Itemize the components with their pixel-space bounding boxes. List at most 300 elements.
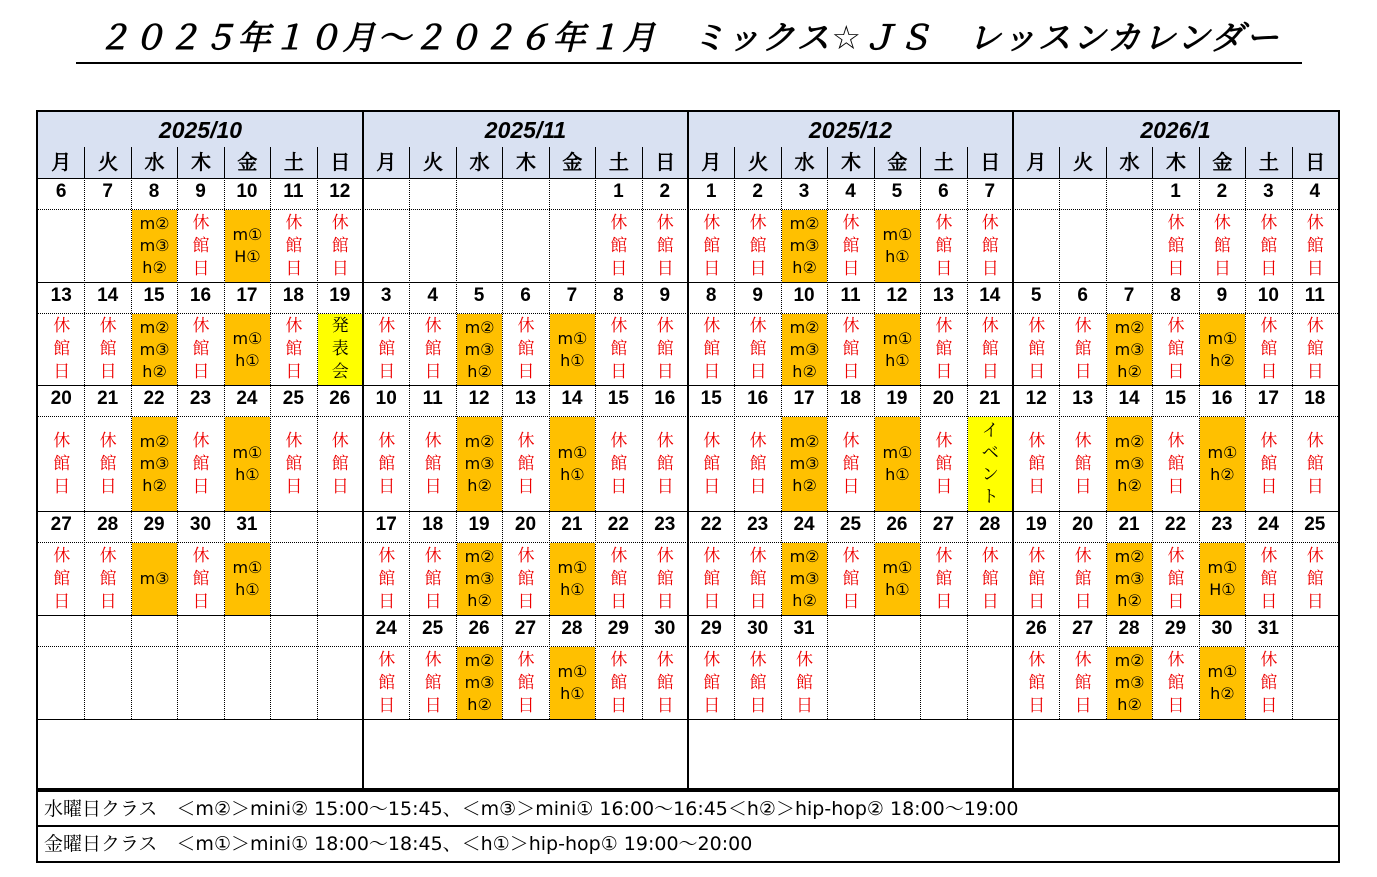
cell-text: m③	[1114, 339, 1145, 359]
cell-text: 休	[1167, 316, 1185, 336]
cell-text: 館	[656, 568, 674, 589]
cell-text: 日	[192, 591, 210, 612]
day-number: 30	[747, 618, 769, 639]
day-number: 7	[566, 285, 578, 306]
day-number: 12	[468, 388, 490, 409]
wednesday-class-cell	[457, 314, 502, 385]
cell-text: 館	[378, 672, 396, 693]
day-number: 10	[793, 285, 815, 306]
cell-text: h②	[792, 258, 817, 277]
cell-text: m②	[1114, 432, 1145, 451]
empty-cell	[457, 210, 502, 282]
cell-text: 休	[1074, 649, 1092, 670]
cell-text: 日	[378, 591, 396, 612]
wednesday-class-cell	[132, 543, 177, 615]
cell-text: 館	[1260, 339, 1278, 359]
day-number: 7	[102, 181, 113, 202]
cell-text: 日	[1260, 695, 1278, 716]
row-divider	[688, 385, 1013, 386]
day-number: 16	[189, 285, 212, 306]
cell-text: 休	[1260, 430, 1278, 451]
day-number: 12	[1025, 388, 1047, 409]
cell-text: m②	[464, 432, 495, 451]
cell-text: 休	[1167, 212, 1185, 233]
weekday-header-row	[1013, 147, 1338, 179]
row-divider	[363, 385, 688, 386]
cell-text: 休	[703, 212, 721, 233]
cell-text: 休	[656, 545, 674, 566]
row-divider	[1013, 385, 1338, 386]
cell-text: 休	[99, 430, 117, 451]
day-number: 9	[1216, 285, 1228, 306]
cell-text: 日	[1074, 695, 1092, 716]
day-number: 27	[514, 618, 537, 639]
closed-day-cell	[828, 417, 873, 511]
cell-text: 休	[53, 316, 71, 336]
day-number: 24	[375, 618, 397, 639]
cell-text: 日	[656, 362, 674, 382]
closed-day-cell	[1014, 647, 1059, 719]
cell-text: 館	[1260, 235, 1278, 256]
closed-day-cell	[921, 417, 966, 511]
cell-text: 日	[610, 258, 628, 279]
cell-text: 日	[1306, 591, 1324, 612]
calendar-grid	[36, 110, 1340, 790]
day-number	[920, 615, 966, 646]
cell-text: h②	[467, 361, 492, 381]
cell-text: 休	[1028, 545, 1046, 566]
empty-cell	[1107, 210, 1152, 282]
weekday-label: 金	[549, 147, 595, 178]
friday-class-cell	[225, 417, 270, 511]
wednesday-class-cell	[1107, 647, 1152, 719]
cell-text: 日	[842, 362, 860, 382]
cell-text: 休	[378, 430, 396, 451]
row-divider	[688, 615, 1013, 616]
cell-text: 休	[424, 430, 442, 451]
cell-text: 館	[192, 568, 210, 589]
closed-day-cell	[828, 314, 873, 385]
cell-text: 日	[285, 258, 303, 279]
weekday-header-row	[38, 147, 363, 179]
row-divider	[363, 646, 688, 647]
cell-text: 日	[517, 591, 535, 612]
cell-text: 日	[1306, 258, 1324, 279]
cell-text: h②	[1210, 684, 1235, 703]
weekday-label: 月	[1026, 150, 1047, 174]
cell-text: 日	[749, 476, 767, 497]
weekday-label: 日	[317, 147, 363, 178]
closed-day-cell	[828, 543, 873, 615]
cell-text: 休	[749, 430, 767, 451]
column-divider	[409, 178, 410, 719]
cell-text: 日	[378, 695, 396, 716]
day-number: 2	[1216, 181, 1228, 202]
day-number	[502, 178, 548, 209]
day-number	[1106, 178, 1152, 209]
cell-text: 館	[935, 235, 953, 256]
cell-text: 休	[703, 649, 721, 670]
cell-text: 館	[285, 339, 303, 359]
cell-text: 休	[842, 430, 860, 451]
weekday-label: 金	[1199, 147, 1245, 178]
empty-cell	[178, 647, 223, 719]
empty-cell	[968, 647, 1013, 719]
cell-text: 館	[1028, 453, 1046, 474]
cell-text: 休	[935, 430, 953, 451]
day-number: 12	[329, 181, 351, 202]
day-number	[1292, 615, 1338, 646]
cell-text: 休	[1074, 316, 1092, 336]
cell-text: 休	[378, 545, 396, 566]
weekday-label: 月	[376, 150, 397, 174]
cell-text: 休	[424, 649, 442, 670]
cell-text: 休	[610, 649, 628, 670]
empty-cell	[503, 210, 548, 282]
column-divider	[1059, 178, 1060, 719]
cell-text: 休	[1028, 649, 1046, 670]
column-divider	[967, 178, 968, 719]
cell-text: h②	[467, 695, 492, 714]
day-number: 26	[886, 514, 908, 535]
cell-text: 休	[1260, 316, 1278, 336]
closed-day-cell	[318, 210, 363, 282]
closed-day-cell	[85, 417, 130, 511]
cell-text: 休	[285, 430, 303, 451]
column-divider	[317, 178, 318, 719]
cell-text: 日	[192, 362, 210, 382]
cell-text: 館	[1074, 568, 1092, 589]
cell-text: 休	[703, 430, 721, 451]
page-title: ２０２５年１０月～２０２６年１月 ミックス☆ＪＳ レッスンカレンダー	[76, 14, 1302, 64]
cell-text: 日	[1028, 591, 1046, 612]
row-divider	[688, 313, 1013, 314]
row-divider	[38, 615, 363, 616]
cell-text: 館	[935, 453, 953, 474]
closed-day-cell	[410, 314, 455, 385]
day-number: 23	[189, 388, 212, 409]
cell-text: h①	[560, 350, 585, 370]
cell-text: H①	[234, 247, 261, 266]
closed-day-cell	[1014, 314, 1059, 385]
cell-text: 館	[1167, 453, 1185, 474]
day-number: 26	[1025, 618, 1047, 639]
day-number: 6	[520, 285, 531, 306]
cell-text: m②	[1114, 547, 1145, 566]
cell-text: 日	[99, 476, 117, 497]
closed-day-cell	[85, 314, 130, 385]
cell-text: 館	[1213, 235, 1231, 256]
day-number: 5	[891, 181, 903, 202]
cell-text: 日	[749, 591, 767, 612]
cell-text: 館	[1074, 339, 1092, 359]
cell-text: 休	[517, 649, 535, 670]
cell-text: ベ	[981, 443, 999, 463]
cell-text: 日	[1260, 258, 1278, 279]
closed-day-cell	[410, 647, 455, 719]
cell-text: 休	[517, 430, 535, 451]
closed-day-cell	[689, 543, 734, 615]
cell-text: 日	[378, 362, 396, 382]
cell-text: 休	[1306, 430, 1324, 451]
cell-text: 館	[703, 453, 721, 474]
cell-text: h②	[792, 476, 817, 495]
cell-text: 館	[192, 339, 210, 359]
column-divider	[1245, 178, 1246, 719]
weekday-label: 土	[920, 147, 966, 178]
cell-text: m③	[789, 236, 820, 255]
cell-text: m③	[1114, 569, 1145, 588]
wednesday-class-cell	[1107, 543, 1152, 615]
day-number: 29	[607, 618, 629, 639]
cell-text: m①	[882, 225, 913, 244]
column-divider	[827, 178, 828, 719]
empty-cell	[85, 647, 130, 719]
cell-text: 日	[749, 362, 767, 382]
day-number: 27	[932, 514, 954, 535]
column-divider	[920, 178, 921, 719]
day-number: 2	[659, 181, 671, 202]
cell-text: 休	[1167, 430, 1185, 451]
row-divider	[1013, 719, 1338, 720]
cell-text: m①	[557, 558, 588, 577]
day-number: 22	[700, 514, 722, 535]
day-number: 22	[1164, 514, 1187, 535]
day-number: 4	[845, 181, 856, 202]
cell-text: 日	[935, 258, 953, 279]
cell-text: 館	[517, 453, 535, 474]
day-number: 17	[375, 514, 397, 535]
day-number: 23	[654, 514, 676, 535]
cell-text: 日	[1028, 476, 1046, 497]
closed-day-cell	[1246, 210, 1291, 282]
cell-text: 日	[1074, 476, 1092, 497]
cell-text: 館	[749, 235, 767, 256]
cell-text: 日	[1213, 258, 1231, 279]
column-divider	[734, 178, 735, 719]
closed-day-cell	[1014, 543, 1059, 615]
empty-cell	[39, 647, 84, 719]
closed-day-cell	[643, 543, 688, 615]
day-number: 14	[97, 285, 119, 306]
day-number	[270, 615, 316, 646]
cell-text: 館	[935, 339, 953, 359]
cell-text: 日	[656, 476, 674, 497]
cell-text: 館	[331, 235, 349, 256]
row-divider	[688, 511, 1013, 512]
event-cell	[968, 417, 1013, 511]
row-divider	[363, 615, 688, 616]
cell-text: 日	[1260, 476, 1278, 497]
cell-text: 館	[703, 568, 721, 589]
cell-text: 休	[935, 212, 953, 233]
day-number: 18	[282, 285, 304, 306]
cell-text: h②	[142, 476, 167, 495]
weekday-label: 木	[502, 147, 548, 178]
closed-day-cell	[735, 210, 780, 282]
cell-text: h②	[792, 361, 817, 381]
day-number: 15	[700, 388, 722, 409]
closed-day-cell	[643, 210, 688, 282]
cell-text: 日	[378, 476, 396, 497]
cell-text: 会	[331, 362, 349, 382]
cell-text: 日	[610, 362, 628, 382]
cell-text: h②	[1117, 695, 1142, 714]
day-number: 14	[979, 285, 1001, 306]
cell-text: m①	[1207, 662, 1238, 681]
closed-day-cell	[503, 543, 548, 615]
cell-text: 休	[192, 316, 210, 336]
cell-text: m①	[232, 328, 263, 348]
day-number	[874, 615, 920, 646]
row-divider	[688, 646, 1013, 647]
cell-text: 館	[424, 672, 442, 693]
cell-text: 日	[610, 476, 628, 497]
cell-text: 日	[1306, 362, 1324, 382]
cell-text: 休	[517, 316, 535, 336]
closed-day-cell	[503, 647, 548, 719]
cell-text: m①	[882, 558, 913, 577]
cell-text: 日	[749, 695, 767, 716]
day-number: 22	[607, 514, 629, 535]
cell-text: 館	[1028, 568, 1046, 589]
day-number: 24	[236, 388, 258, 409]
day-number: 28	[561, 618, 583, 639]
empty-cell	[318, 647, 363, 719]
closed-day-cell	[410, 417, 455, 511]
friday-class-cell	[225, 314, 270, 385]
cell-text: 日	[192, 476, 210, 497]
cell-text: 日	[1306, 476, 1324, 497]
cell-text: 休	[192, 212, 210, 233]
closed-day-cell	[503, 314, 548, 385]
friday-class-cell	[225, 210, 270, 282]
closed-day-cell	[921, 210, 966, 282]
weekday-label: 金	[224, 147, 270, 178]
cell-text: 日	[842, 476, 860, 497]
day-number: 30	[654, 618, 676, 639]
cell-text: m②	[139, 432, 170, 451]
day-number: 23	[747, 514, 769, 535]
wednesday-class-cell	[132, 210, 177, 282]
cell-text: 休	[749, 316, 767, 336]
closed-day-cell	[596, 314, 641, 385]
cell-text: 日	[1167, 258, 1185, 279]
cell-text: m①	[1207, 328, 1238, 348]
closed-day-cell	[178, 543, 223, 615]
cell-text: 休	[981, 545, 999, 566]
day-number	[224, 615, 270, 646]
empty-cell	[1014, 210, 1059, 282]
cell-text: ト	[981, 487, 999, 507]
cell-text: 館	[981, 568, 999, 589]
closed-day-cell	[735, 543, 780, 615]
cell-text: 館	[796, 672, 814, 693]
column-divider	[642, 178, 643, 719]
cell-text: 休	[656, 316, 674, 336]
day-number: 13	[50, 285, 72, 306]
day-number	[317, 615, 363, 646]
friday-class-cell	[550, 543, 595, 615]
cell-text: m②	[1114, 317, 1145, 337]
cell-text: 日	[842, 258, 860, 279]
cell-text: 館	[656, 453, 674, 474]
cell-text: 館	[703, 672, 721, 693]
closed-day-cell	[921, 314, 966, 385]
day-number: 25	[1304, 514, 1326, 535]
cell-text: 館	[1167, 235, 1185, 256]
row-divider	[1013, 282, 1338, 283]
cell-text: 館	[331, 453, 349, 474]
day-number: 15	[143, 285, 165, 306]
cell-text: m①	[1207, 558, 1238, 577]
day-number: 22	[143, 388, 165, 409]
cell-text: 日	[981, 258, 999, 279]
empty-cell	[271, 647, 316, 719]
day-number: 1	[1170, 181, 1181, 202]
cell-text: 館	[285, 235, 303, 256]
day-number: 5	[473, 285, 485, 306]
cell-text: 休	[703, 545, 721, 566]
day-number: 25	[839, 514, 862, 535]
day-number: 18	[422, 514, 444, 535]
weekday-label: 日	[1292, 147, 1338, 178]
cell-text: 日	[285, 476, 303, 497]
cell-text: 日	[424, 591, 442, 612]
month-separator	[687, 112, 689, 792]
day-number: 29	[700, 618, 722, 639]
wednesday-class-cell	[782, 417, 827, 511]
cell-text: m①	[232, 558, 263, 577]
cell-text: 休	[981, 212, 999, 233]
day-number: 8	[148, 181, 160, 202]
cell-text: 館	[981, 235, 999, 256]
cell-text: 館	[99, 339, 117, 359]
day-number: 4	[427, 285, 438, 306]
day-number: 16	[747, 388, 769, 409]
cell-text: 日	[610, 695, 628, 716]
day-number	[270, 511, 316, 542]
closed-day-cell	[921, 543, 966, 615]
cell-text: 日	[749, 258, 767, 279]
wednesday-class-cell	[457, 543, 502, 615]
cell-text: 休	[424, 316, 442, 336]
weekday-label: 水	[781, 147, 827, 178]
day-number	[1059, 178, 1105, 209]
cell-text: 館	[1167, 672, 1185, 693]
cell-text: 日	[703, 258, 721, 279]
empty-cell	[132, 647, 177, 719]
cell-text: 休	[749, 545, 767, 566]
weekday-label: 火	[734, 147, 780, 178]
day-number: 13	[1072, 388, 1094, 409]
day-number: 20	[1072, 514, 1094, 535]
day-number: 4	[1309, 181, 1321, 202]
friday-class-note: 金曜日クラス ＜m①＞mini① 18:00～18:45、＜h①＞hip-hop① 19:00～20:00	[36, 825, 1340, 863]
closed-day-cell	[85, 543, 130, 615]
row-divider	[688, 719, 1013, 720]
cell-text: m②	[464, 651, 495, 670]
closed-day-cell	[39, 314, 84, 385]
row-divider	[363, 282, 688, 283]
row-divider	[688, 282, 1013, 283]
cell-text: 休	[1028, 430, 1046, 451]
day-number: 19	[1025, 514, 1047, 535]
friday-class-cell	[550, 417, 595, 511]
day-number: 29	[143, 514, 165, 535]
day-number: 17	[236, 285, 258, 306]
cell-text: m③	[789, 569, 820, 588]
